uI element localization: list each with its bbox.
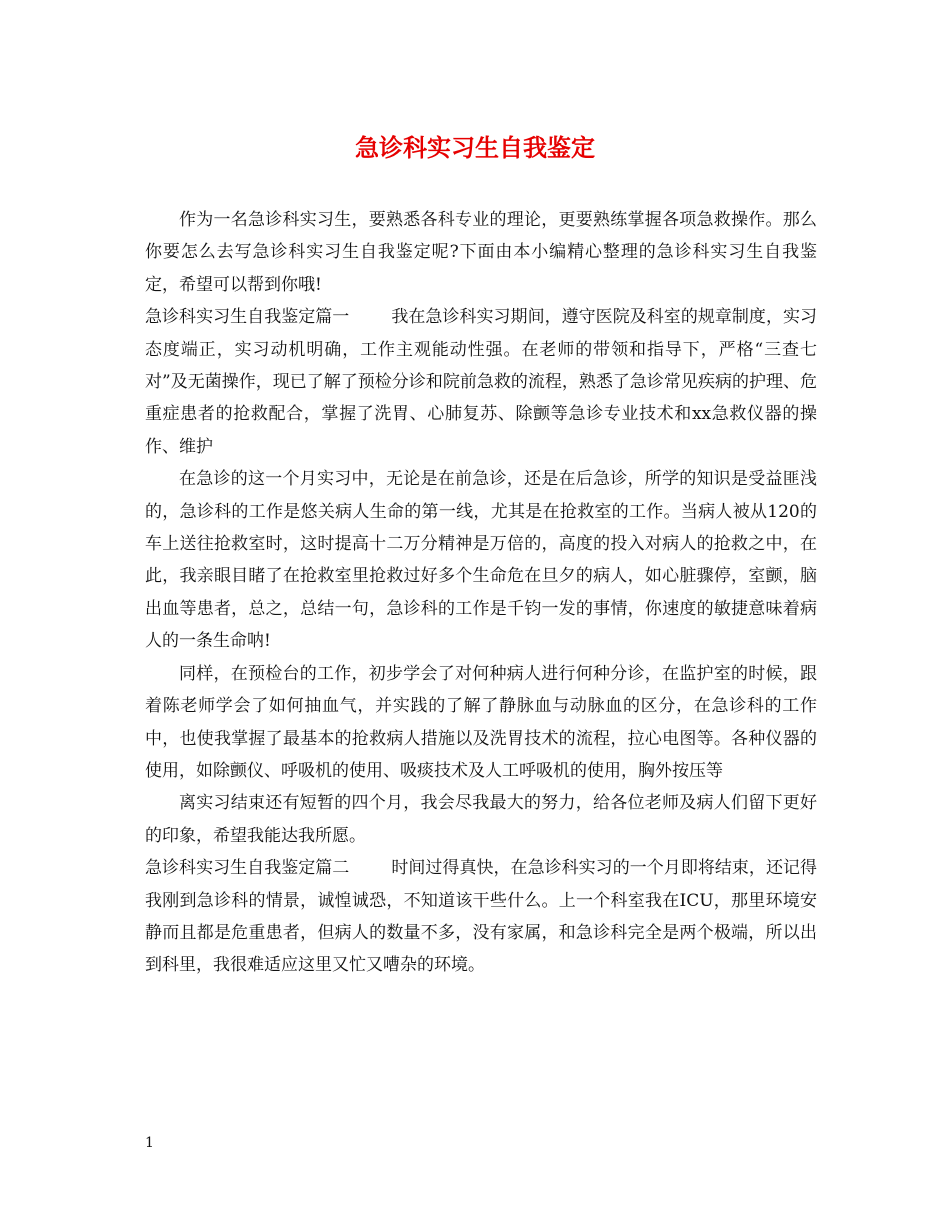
section-1-first-paragraph: [145, 301, 817, 463]
section-2-first-paragraph: [145, 852, 817, 982]
section-1-heading: 急诊科实习生自我鉴定篇一: [145, 307, 350, 328]
section-1-paragraph-4: 离实习结束还有短暂的四个月，我会尽我最大的努力，给各位老师及病人们留下更好的印象，希望我能达我所愿。: [145, 793, 817, 846]
section-2-first-text: 时间过得真快，在急诊科实习的一个月即将结束，还记得我刚到急诊科的情景，诚惶诚恐，不知道该干些什么。上一个科室我在ICU，那里环境安静而且都是危重患者，但病人的数量不多，没有家属，和急诊科完全是两个极端，所以出到科里，我很难适应这里又忙又嘈杂的环境。: [145, 858, 818, 976]
section-1-paragraph-2: 在急诊的这一个月实习中，无论是在前急诊，还是在后急诊，所学的知识是受益匪浅的，急诊科的工作是悠关病人生命的第一线，尤其是在抢救室的工作。当病人被从120的车上送往抢救室时，这时提高十二万分精神是万倍的，高度的投入对病人的抢救之中，在此，我亲眼目睹了在抢救室里抢救过好多个生命危在旦夕的病人，如心脏骤停，室颤，脑出血等患者，总之，总结一句，急诊科的工作是千钧一发的事情，你速度的敏捷意味着病人的一条生命呐!: [145, 469, 817, 652]
section-1-paragraph-3: 同样，在预检台的工作，初步学会了对何种病人进行何种分诊，在监护室的时候，跟着陈老师学会了如何抽血气，并实践的了解了静脉血与动脉血的区分，在急诊科的工作中，也使我掌握了最基本的抢救病人措施以及洗胃技术的流程，拉心电图等。各种仪器的使用，如除颤仪、呼吸机的使用、吸痰技术及人工呼吸机的使用，胸外按压等: [145, 663, 817, 781]
page-number: 1: [145, 1135, 154, 1151]
document-title: 急诊科实习生自我鉴定: [355, 133, 595, 162]
document-body: [145, 204, 817, 982]
section-2-heading: 急诊科实习生自我鉴定篇二: [145, 858, 350, 879]
section-1-first-text: 我在急诊科实习期间，遵守医院及科室的规章制度，实习态度端正，实习动机明确，工作主观能动性强。在老师的带领和指导下，严格“三查七对”及无菌操作，现已了解了预检分诊和院前急救的流程，熟悉了急诊常见疾病的护理、危重症患者的抢救配合，掌握了洗胃、心肺复苏、除颤等急诊专业技术和xx急救仪器的操作、维护: [145, 307, 818, 457]
intro-paragraph: 作为一名急诊科实习生，要熟悉各科专业的理论，更要熟练掌握各项急救操作。那么你要怎么去写急诊科实习生自我鉴定呢?下面由本小编精心整理的急诊科实习生自我鉴定，希望可以帮到你哦!: [145, 210, 817, 295]
